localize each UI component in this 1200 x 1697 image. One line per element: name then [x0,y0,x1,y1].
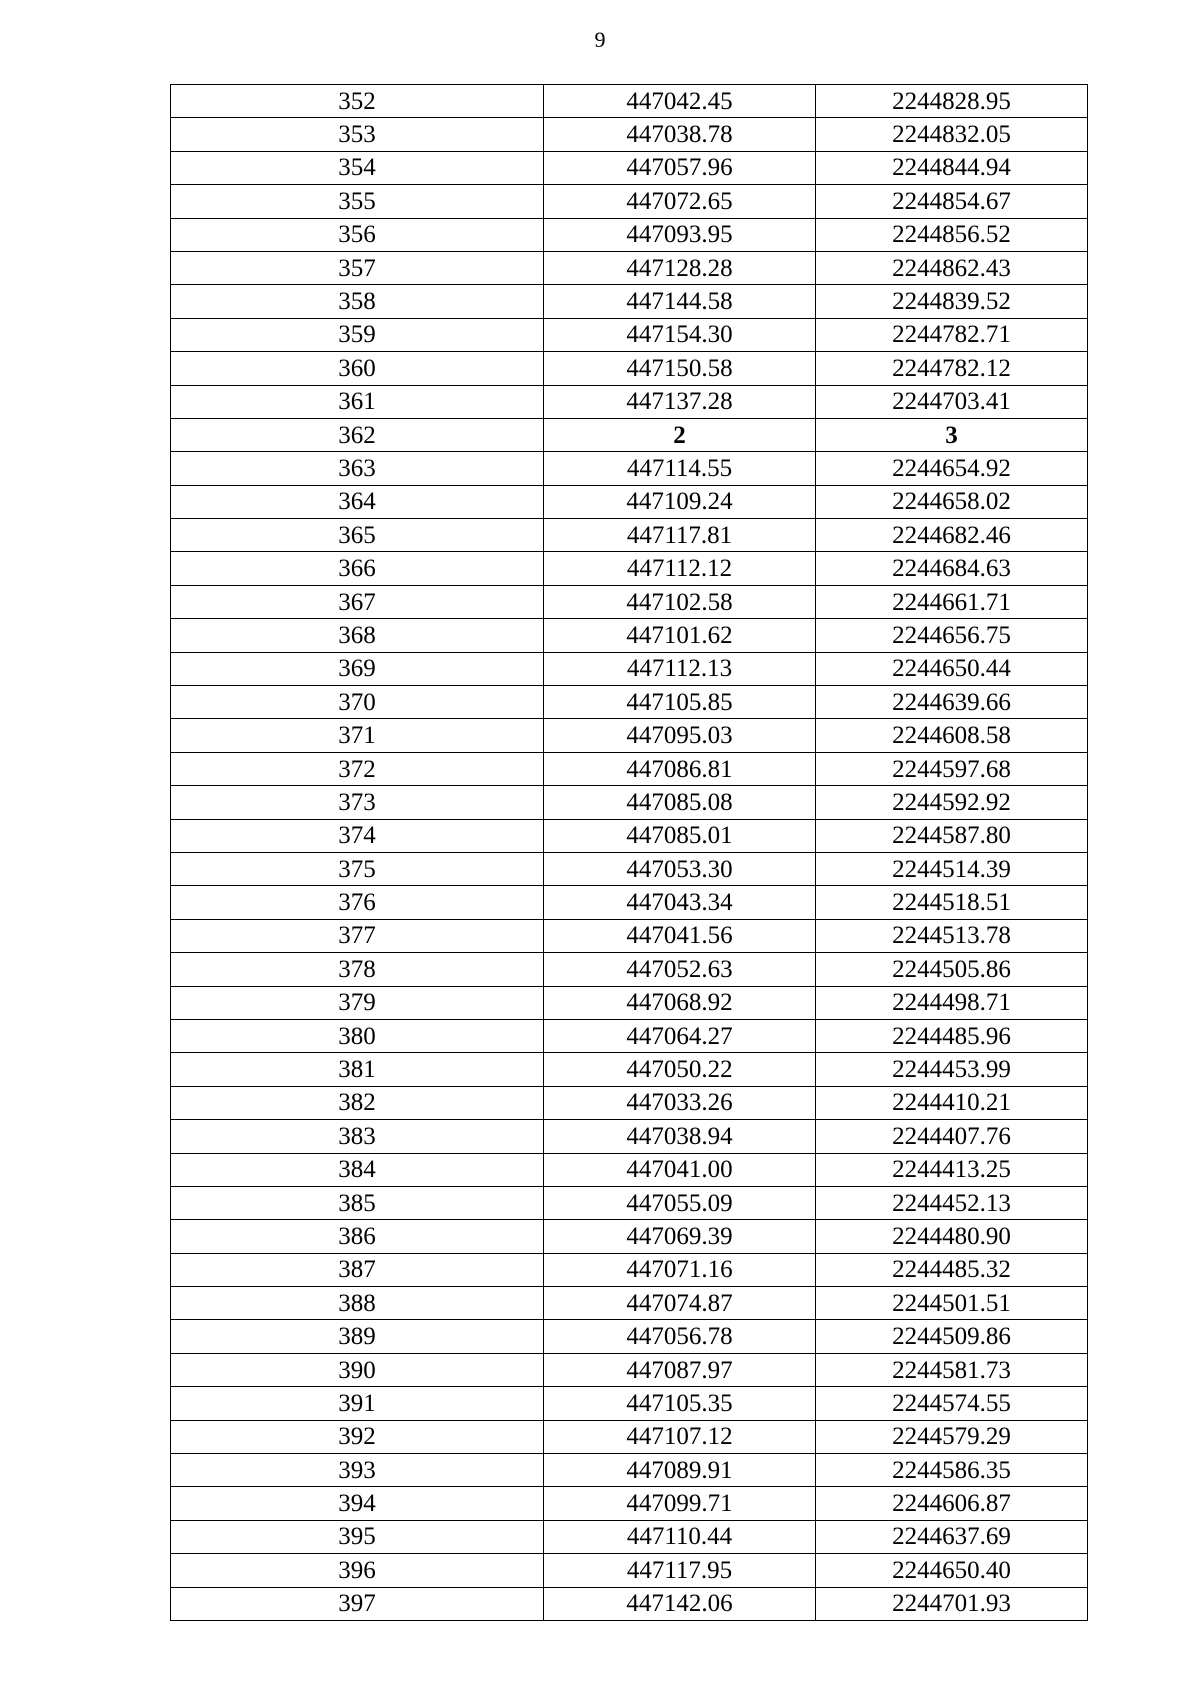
table-row [171,1220,1088,1253]
point-number-cell: 395 [171,1520,544,1553]
point-number-cell: 354 [171,151,544,184]
point-number-cell: 387 [171,1253,544,1286]
y-coordinate-cell: 2244480.90 [816,1220,1088,1253]
x-coordinate-cell: 447099.71 [544,1487,816,1520]
y-coordinate-cell: 2244839.52 [816,285,1088,318]
x-coordinate-cell: 447041.00 [544,1153,816,1186]
x-coordinate-cell: 447117.81 [544,519,816,552]
point-number-cell: 353 [171,118,544,151]
x-coordinate-cell: 447109.24 [544,485,816,518]
point-number-cell: 381 [171,1053,544,1086]
x-coordinate-cell: 447072.65 [544,185,816,218]
point-number-cell: 377 [171,919,544,952]
point-number-cell: 357 [171,251,544,284]
x-coordinate-cell: 447110.44 [544,1520,816,1553]
table-row [171,1487,1088,1520]
point-number-cell: 374 [171,819,544,852]
y-coordinate-cell: 2244485.96 [816,1019,1088,1052]
table-row [171,1587,1088,1620]
y-coordinate-cell: 2244639.66 [816,686,1088,719]
table-row [171,1120,1088,1153]
table-row [171,686,1088,719]
table-row [171,218,1088,251]
y-coordinate-cell: 2244407.76 [816,1120,1088,1153]
y-coordinate-cell: 2244608.58 [816,719,1088,752]
y-coordinate-cell: 2244828.95 [816,85,1088,118]
y-coordinate-cell: 2244684.63 [816,552,1088,585]
table-row [171,752,1088,785]
x-coordinate-cell: 447074.87 [544,1287,816,1320]
x-coordinate-cell: 447095.03 [544,719,816,752]
point-number-cell: 382 [171,1086,544,1119]
x-coordinate-cell: 447055.09 [544,1186,816,1219]
y-coordinate-cell: 2244658.02 [816,485,1088,518]
x-coordinate-cell: 447052.63 [544,953,816,986]
x-coordinate-cell: 447154.30 [544,318,816,351]
x-coordinate-cell: 447041.56 [544,919,816,952]
y-coordinate-cell: 2244509.86 [816,1320,1088,1353]
y-coordinate-cell: 3 [816,418,1088,451]
y-coordinate-cell: 2244514.39 [816,852,1088,885]
y-coordinate-cell: 2244505.86 [816,953,1088,986]
y-coordinate-cell: 2244656.75 [816,619,1088,652]
y-coordinate-cell: 2244654.92 [816,452,1088,485]
table-row [171,652,1088,685]
x-coordinate-cell: 447085.08 [544,786,816,819]
point-number-cell: 363 [171,452,544,485]
table-row [171,619,1088,652]
x-coordinate-cell: 447043.34 [544,886,816,919]
x-coordinate-cell: 447114.55 [544,452,816,485]
point-number-cell: 362 [171,418,544,451]
table-row [171,151,1088,184]
x-coordinate-cell: 447142.06 [544,1587,816,1620]
table-row [171,1387,1088,1420]
table-row [171,1454,1088,1487]
y-coordinate-cell: 2244498.71 [816,986,1088,1019]
table-row [171,552,1088,585]
table-row [171,1320,1088,1353]
table-row [171,1086,1088,1119]
point-number-cell: 356 [171,218,544,251]
table-row [171,1253,1088,1286]
point-number-cell: 364 [171,485,544,518]
table-row [171,1287,1088,1320]
point-number-cell: 376 [171,886,544,919]
x-coordinate-cell: 447128.28 [544,251,816,284]
point-number-cell: 365 [171,519,544,552]
point-number-cell: 372 [171,752,544,785]
x-coordinate-cell: 447068.92 [544,986,816,1019]
point-number-cell: 393 [171,1454,544,1487]
y-coordinate-cell: 2244452.13 [816,1186,1088,1219]
table-row [171,1554,1088,1587]
y-coordinate-cell: 2244637.69 [816,1520,1088,1553]
x-coordinate-cell: 447042.45 [544,85,816,118]
x-coordinate-cell: 447137.28 [544,385,816,418]
table-row [171,919,1088,952]
x-coordinate-cell: 447105.85 [544,686,816,719]
y-coordinate-cell: 2244501.51 [816,1287,1088,1320]
table-row [171,1019,1088,1052]
table-row [171,485,1088,518]
y-coordinate-cell: 2244862.43 [816,251,1088,284]
point-number-cell: 360 [171,352,544,385]
y-coordinate-cell: 2244844.94 [816,151,1088,184]
table-row [171,986,1088,1019]
y-coordinate-cell: 2244606.87 [816,1487,1088,1520]
page-number: 9 [594,27,606,52]
point-number-cell: 396 [171,1554,544,1587]
point-number-cell: 383 [171,1120,544,1153]
table-row [171,1053,1088,1086]
table-row [171,118,1088,151]
point-number-cell: 370 [171,686,544,719]
table-row [171,1353,1088,1386]
y-coordinate-cell: 2244581.73 [816,1353,1088,1386]
point-number-cell: 386 [171,1220,544,1253]
x-coordinate-cell: 447101.62 [544,619,816,652]
x-coordinate-cell: 447087.97 [544,1353,816,1386]
point-number-cell: 384 [171,1153,544,1186]
table-row [171,85,1088,118]
y-coordinate-cell: 2244513.78 [816,919,1088,952]
x-coordinate-cell: 447069.39 [544,1220,816,1253]
point-number-cell: 385 [171,1186,544,1219]
y-coordinate-cell: 2244587.80 [816,819,1088,852]
x-coordinate-cell: 447064.27 [544,1019,816,1052]
table-row [171,819,1088,852]
x-coordinate-cell: 447102.58 [544,585,816,618]
x-coordinate-cell: 447038.94 [544,1120,816,1153]
y-coordinate-cell: 2244574.55 [816,1387,1088,1420]
x-coordinate-cell: 447050.22 [544,1053,816,1086]
x-coordinate-cell: 447150.58 [544,352,816,385]
y-coordinate-cell: 2244485.32 [816,1253,1088,1286]
x-coordinate-cell: 447033.26 [544,1086,816,1119]
point-number-cell: 397 [171,1587,544,1620]
table-row [171,1420,1088,1453]
point-number-cell: 371 [171,719,544,752]
y-coordinate-cell: 2244650.40 [816,1554,1088,1587]
y-coordinate-cell: 2244579.29 [816,1420,1088,1453]
table-row [171,251,1088,284]
point-number-cell: 394 [171,1487,544,1520]
table-row [171,519,1088,552]
y-coordinate-cell: 2244592.92 [816,786,1088,819]
coordinates-table [170,84,1088,1621]
point-number-cell: 379 [171,986,544,1019]
y-coordinate-cell: 2244856.52 [816,218,1088,251]
point-number-cell: 369 [171,652,544,685]
x-coordinate-cell: 447086.81 [544,752,816,785]
table-row [171,185,1088,218]
y-coordinate-cell: 2244586.35 [816,1454,1088,1487]
point-number-cell: 352 [171,85,544,118]
x-coordinate-cell: 2 [544,418,816,451]
table-row [171,719,1088,752]
x-coordinate-cell: 447144.58 [544,285,816,318]
x-coordinate-cell: 447117.95 [544,1554,816,1587]
x-coordinate-cell: 447071.16 [544,1253,816,1286]
point-number-cell: 361 [171,385,544,418]
point-number-cell: 367 [171,585,544,618]
point-number-cell: 380 [171,1019,544,1052]
point-number-cell: 373 [171,786,544,819]
y-coordinate-cell: 2244854.67 [816,185,1088,218]
y-coordinate-cell: 2244782.12 [816,352,1088,385]
x-coordinate-cell: 447053.30 [544,852,816,885]
x-coordinate-cell: 447085.01 [544,819,816,852]
point-number-cell: 390 [171,1353,544,1386]
x-coordinate-cell: 447105.35 [544,1387,816,1420]
x-coordinate-cell: 447093.95 [544,218,816,251]
y-coordinate-cell: 2244410.21 [816,1086,1088,1119]
table-row [171,585,1088,618]
point-number-cell: 366 [171,552,544,585]
point-number-cell: 391 [171,1387,544,1420]
table-row [171,1153,1088,1186]
table-row [171,452,1088,485]
point-number-cell: 389 [171,1320,544,1353]
y-coordinate-cell: 2244661.71 [816,585,1088,618]
table-row [171,352,1088,385]
x-coordinate-cell: 447057.96 [544,151,816,184]
y-coordinate-cell: 2244650.44 [816,652,1088,685]
table-row [171,852,1088,885]
y-coordinate-cell: 2244597.68 [816,752,1088,785]
y-coordinate-cell: 2244832.05 [816,118,1088,151]
table-row [171,1186,1088,1219]
table-row [171,786,1088,819]
y-coordinate-cell: 2244703.41 [816,385,1088,418]
table-row [171,418,1088,451]
y-coordinate-cell: 2244413.25 [816,1153,1088,1186]
point-number-cell: 388 [171,1287,544,1320]
table-row [171,886,1088,919]
x-coordinate-cell: 447056.78 [544,1320,816,1353]
x-coordinate-cell: 447038.78 [544,118,816,151]
table-row [171,953,1088,986]
table-row [171,318,1088,351]
x-coordinate-cell: 447089.91 [544,1454,816,1487]
table-row [171,1520,1088,1553]
x-coordinate-cell: 447107.12 [544,1420,816,1453]
point-number-cell: 355 [171,185,544,218]
y-coordinate-cell: 2244682.46 [816,519,1088,552]
point-number-cell: 378 [171,953,544,986]
point-number-cell: 359 [171,318,544,351]
y-coordinate-cell: 2244518.51 [816,886,1088,919]
point-number-cell: 392 [171,1420,544,1453]
x-coordinate-cell: 447112.12 [544,552,816,585]
table-row [171,285,1088,318]
coordinates-table-body [171,85,1088,1621]
point-number-cell: 375 [171,852,544,885]
y-coordinate-cell: 2244453.99 [816,1053,1088,1086]
point-number-cell: 368 [171,619,544,652]
point-number-cell: 358 [171,285,544,318]
y-coordinate-cell: 2244701.93 [816,1587,1088,1620]
y-coordinate-cell: 2244782.71 [816,318,1088,351]
table-row [171,385,1088,418]
x-coordinate-cell: 447112.13 [544,652,816,685]
